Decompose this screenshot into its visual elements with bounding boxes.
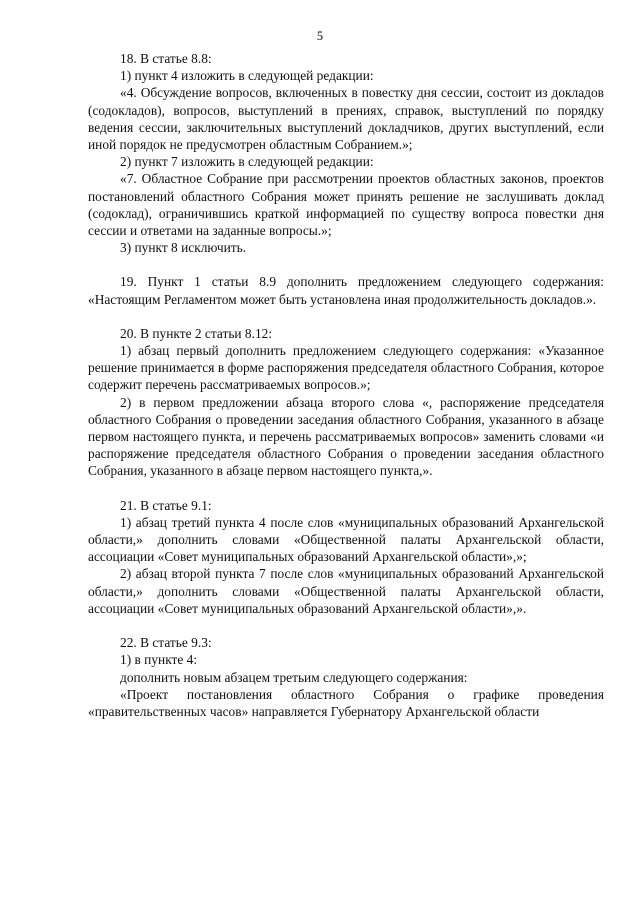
paragraph-21-item-2: 2) абзац второй пункта 7 после слов «муниципальных образований Архангельской области,» дополнить словами «Общественной палаты Архангельской области, ассоциации «Совет муниципальных образований Архангельской области»,».	[88, 566, 604, 616]
paragraph-22-item-1: 1) в пункте 4:	[120, 652, 198, 668]
paragraph-18-item-2-text: «7. Областное Собрание при рассмотрении проектов областных законов, проектов постановлений областного Собрания может принять решение не заслушивать доклад (содоклад), ограничившись краткой информацией по существу вопроса повестки дня сессии и ответами на заданные вопросы.»;	[88, 171, 604, 239]
paragraph-article-19: 19. Пункт 1 статьи 8.9 дополнить предложением следующего содержания: «Настоящим Регламентом может быть установлена иная продолжительность докладов.».	[88, 274, 604, 307]
paragraph-18-item-1-text: «4. Обсуждение вопросов, включенных в повестку дня сессии, состоит из докладов (содокладов), вопросов, выступлений в прениях, справок, выступлений по порядку ведения сессии, заключительных выступлений докладчиков, других выступлений, если иной порядок не предусмотрен областным Собранием.»;	[88, 85, 604, 153]
paragraph-article-18-heading: 18. В статье 8.8:	[120, 51, 212, 66]
paragraph-article-21-heading: 21. В статье 9.1:	[120, 497, 212, 513]
paragraph-22-item-1-text: «Проект постановления областного Собрания о графике проведения «правительственных часов» направляется Губернатору Архангельской области	[88, 686, 604, 719]
page-number: 5	[316, 29, 324, 43]
paragraph-article-20-heading: 20. В пункте 2 статьи 8.12:	[120, 325, 273, 341]
paragraph-article-22-heading: 22. В статье 9.3:	[120, 635, 212, 651]
paragraph-21-item-1: 1) абзац третий пункта 4 после слов «муниципальных образований Архангельской области,» дополнить словами «Общественной палаты Архангельской области, ассоциации «Совет муниципальных образований Архангельской области»,»;	[88, 514, 604, 565]
paragraph-22-item-1-intro: дополнить новым абзацем третьим следующего содержания:	[120, 669, 468, 685]
document-body	[88, 50, 604, 720]
paragraph-20-item-1: 1) абзац первый дополнить предложением следующего содержания: «Указанное решение принимается в форме распоряжения председателя областного Собрания, которое содержит перечень рассматриваемых вопросов.»;	[88, 343, 604, 393]
paragraph-18-item-1: 1) пункт 4 изложить в следующей редакции:	[120, 68, 374, 84]
paragraph-18-item-2: 2) пункт 7 изложить в следующей редакции:	[120, 154, 374, 170]
paragraph-18-item-3: 3) пункт 8 исключить.	[120, 240, 247, 256]
paragraph-20-item-2: 2) в первом предложении абзаца второго слова «, распоряжение председателя областного Собрания о проведении заседания областного Собрания, указанного в абзаце первом настоящего пункта, и перечень рассматриваемых вопросов» заменить словами «и распоряжение председателя областного Собрания о проведении заседания областного Собрания, указанного в абзаце первом настоящего пункта,».	[88, 394, 604, 479]
